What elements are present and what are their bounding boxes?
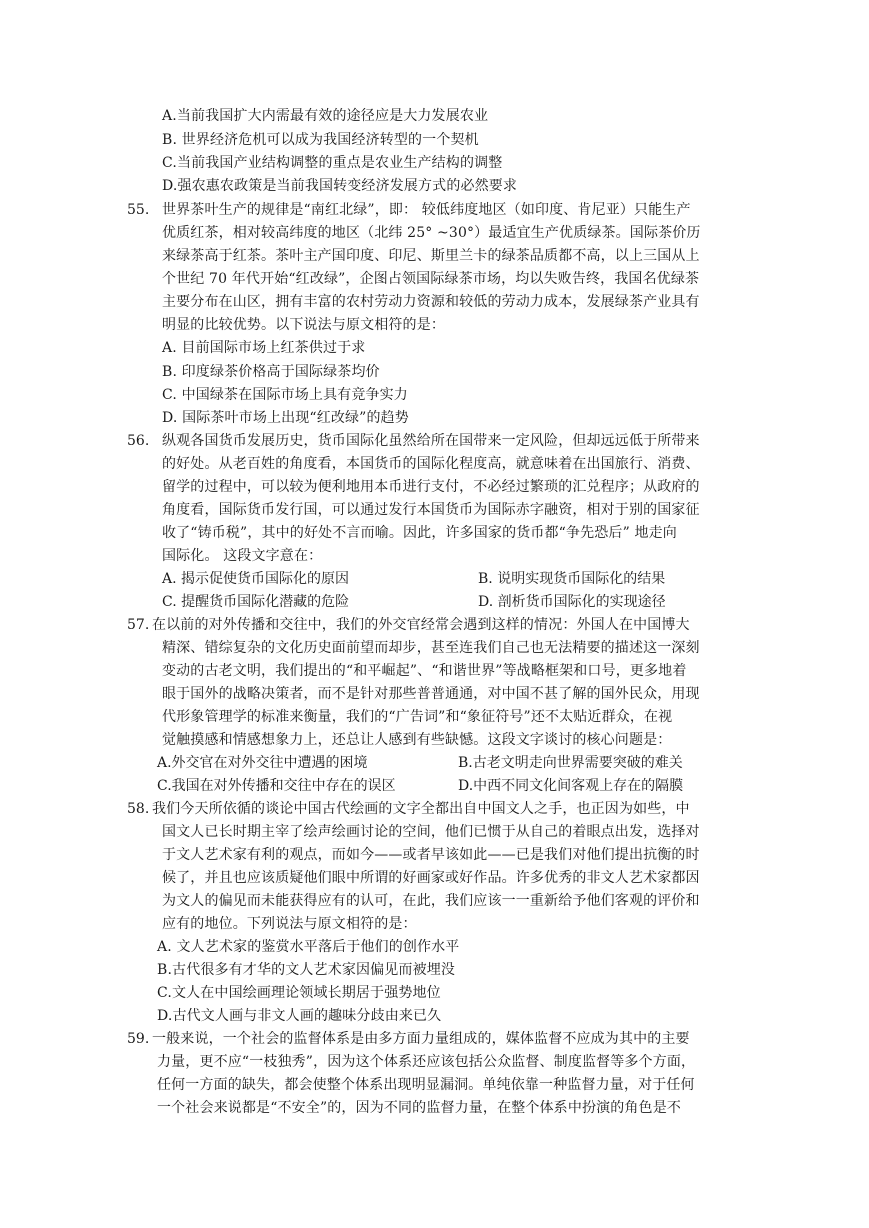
q55-option-c: C. 中国绿茶在国际市场上具有竞争实力	[162, 387, 408, 403]
q55-option-d: D. 国际茶叶市场上出现“红改绿”的趋势	[162, 410, 409, 426]
q57-option-a: A.外交官在对外交往中遭遇的困境	[157, 755, 368, 771]
q57-line-3: 变动的古老文明，我们提出的“和平崛起”、“和谐世界”等战略框架和口号，更多地着	[162, 663, 687, 679]
q55-option-b: B. 印度绿茶价格高于国际绿茶均价	[162, 364, 380, 380]
q58-line-1: 我们今天所依循的谈论中国古代绘画的文字全都出自中国文人之手，也正因为如些，中	[152, 801, 690, 817]
q58-option-a: A. 文人艺术家的鉴赏水平落后于他们的创作水平	[157, 939, 460, 955]
q58-line-6: 应有的地位。下列说法与原文相符的是：	[162, 916, 417, 932]
q59-line-1: 一般来说，一个社会的监督体系是由多方面力量组成的，媒体监督不应成为其中的主要	[152, 1031, 690, 1047]
q56-option-c: C. 提醒货币国际化潜藏的危险	[162, 594, 350, 610]
q57-option-c: C.我国在对外传播和交往中存在的误区	[157, 778, 396, 794]
q57-option-d: D.中西不同文化间客观上存在的隔膜	[458, 778, 684, 794]
q58-option-c: C.文人在中国绘画理论领域长期居于强势地位	[157, 985, 441, 1001]
q57-number: 57.	[127, 617, 150, 633]
q56-option-b: B. 说明实现货币国际化的结果	[478, 571, 666, 587]
q55-number: 55.	[127, 202, 150, 218]
q58-line-2: 国文人已长时期主宰了绘声绘画讨论的空间，他们已惯于从自己的着眼点出发，选择对	[162, 824, 700, 840]
q56-line-3: 留学的过程中，可以较为便利地用本币进行支付，不必经过繁琐的汇兑程序；从政府的	[162, 479, 700, 495]
q57-line-6: 觉触摸感和情感想象力上，还总让人感到有些缺憾。这段文字谈讨的核心问题是：	[162, 732, 672, 748]
q55-line-6: 明显的比较优势。以下说法与原文相符的是：	[162, 317, 445, 333]
q55-line-3: 来绿茶高于红茶。茶叶主产国印度、印尼、斯里兰卡的绿茶品质都不高，以上三国从上	[162, 248, 700, 264]
q58-line-3: 于文人艺术家有利的观点，而如今——或者早该如此——已是我们对他们提出抗衡的时	[162, 847, 700, 863]
q57-option-b: B.古老文明走向世界需要突破的难关	[458, 755, 683, 771]
q56-line-5: 收了“铸币税”，其中的好处不言而喻。因此，许多国家的货币都“争先恐后” 地走向	[162, 525, 677, 541]
q55-option-a: A. 目前国际市场上红茶供过于求	[162, 340, 366, 356]
q57-line-2: 精深、错综复杂的文化历史面前望而却步，甚至连我们自己也无法精要的描述这一深刻	[162, 640, 700, 656]
q56-line-4: 角度看，国际货币发行国，可以通过发行本国货币为国际赤字融资，相对于别的国家征	[162, 502, 700, 518]
q54-option-b: B. 世界经济危机可以成为我国经济转型的一个契机	[162, 132, 479, 148]
q59-number: 59.	[127, 1031, 150, 1047]
q58-line-5: 为文人的偏见而未能获得应有的认可，在此，我们应该一一重新给予他们客观的评价和	[162, 893, 700, 909]
q54-option-c: C.当前我国产业结构调整的重点是农业生产结构的调整	[162, 155, 503, 171]
q58-option-d: D.古代文人画与非文人画的趣味分歧由来已久	[157, 1008, 442, 1024]
q54-option-d: D.强农惠农政策是当前我国转变经济发展方式的必然要求	[162, 178, 518, 194]
q59-line-3: 任何一方面的缺失，都会使整个体系出现明显漏洞。单纯依靠一种监督力量，对于任何	[157, 1077, 695, 1093]
q58-number: 58.	[127, 801, 150, 817]
q58-line-4: 候了，并且也应该质疑他们眼中所谓的好画家或好作品。许多优秀的非文人艺术家都因	[162, 870, 700, 886]
q56-line-6: 国际化。 这段文字意在：	[162, 548, 323, 564]
q55-line-4: 个世纪 70 年代开始“红改绿”，企图占领国际绿茶市场，均以失败告终，我国名优绿茶	[162, 271, 700, 287]
q59-line-4: 一个社会来说都是“不安全”的，因为不同的监督力量，在整个体系中扮演的角色是不	[157, 1100, 682, 1116]
q54-option-a: A.当前我国扩大内需最有效的途径应是大力发展农业	[162, 108, 489, 124]
q56-option-d: D. 剖析货币国际化的实现途径	[478, 594, 666, 610]
q57-line-1: 在以前的对外传播和交往中，我们的外交官经常会遇到这样的情况：外国人在中国博大	[152, 617, 690, 633]
q55-line-1: 世界茶叶生产的规律是“南红北绿”，即： 较低纬度地区（如印度、肯尼亚）只能生产	[162, 202, 691, 218]
q57-line-4: 眼于国外的战略决策者，而不是针对那些普普通通，对中国不甚了解的国外民众，用现	[162, 686, 700, 702]
q56-number: 56.	[127, 433, 150, 449]
q56-option-a: A. 揭示促使货币国际化的原因	[162, 571, 350, 587]
q58-option-b: B.古代很多有才华的文人艺术家因偏见而被埋没	[157, 962, 456, 978]
q55-line-2: 优质红茶，相对较高纬度的地区（北纬 25° ~30°）最适宜生产优质绿茶。国际茶价历	[162, 225, 701, 241]
q55-line-5: 主要分布在山区，拥有丰富的农村劳动力资源和较低的劳动力成本，发展绿茶产业具有	[162, 294, 700, 310]
q59-line-2: 力量，更不应“一枝独秀”，因为这个体系还应该包括公众监督、制度监督等多个方面，	[157, 1054, 696, 1070]
q56-line-1: 纵观各国货币发展历史，货币国际化虽然给所在国带来一定风险，但却远远低于所带来	[162, 433, 700, 449]
q57-line-5: 代形象管理学的标准来衡量，我们的“广告词”和“象征符号”还不太贴近群众，在视	[162, 709, 673, 725]
q56-line-2: 的好处。从老百姓的角度看，本国货币的国际化程度高，就意味着在出国旅行、消费、	[162, 456, 700, 472]
